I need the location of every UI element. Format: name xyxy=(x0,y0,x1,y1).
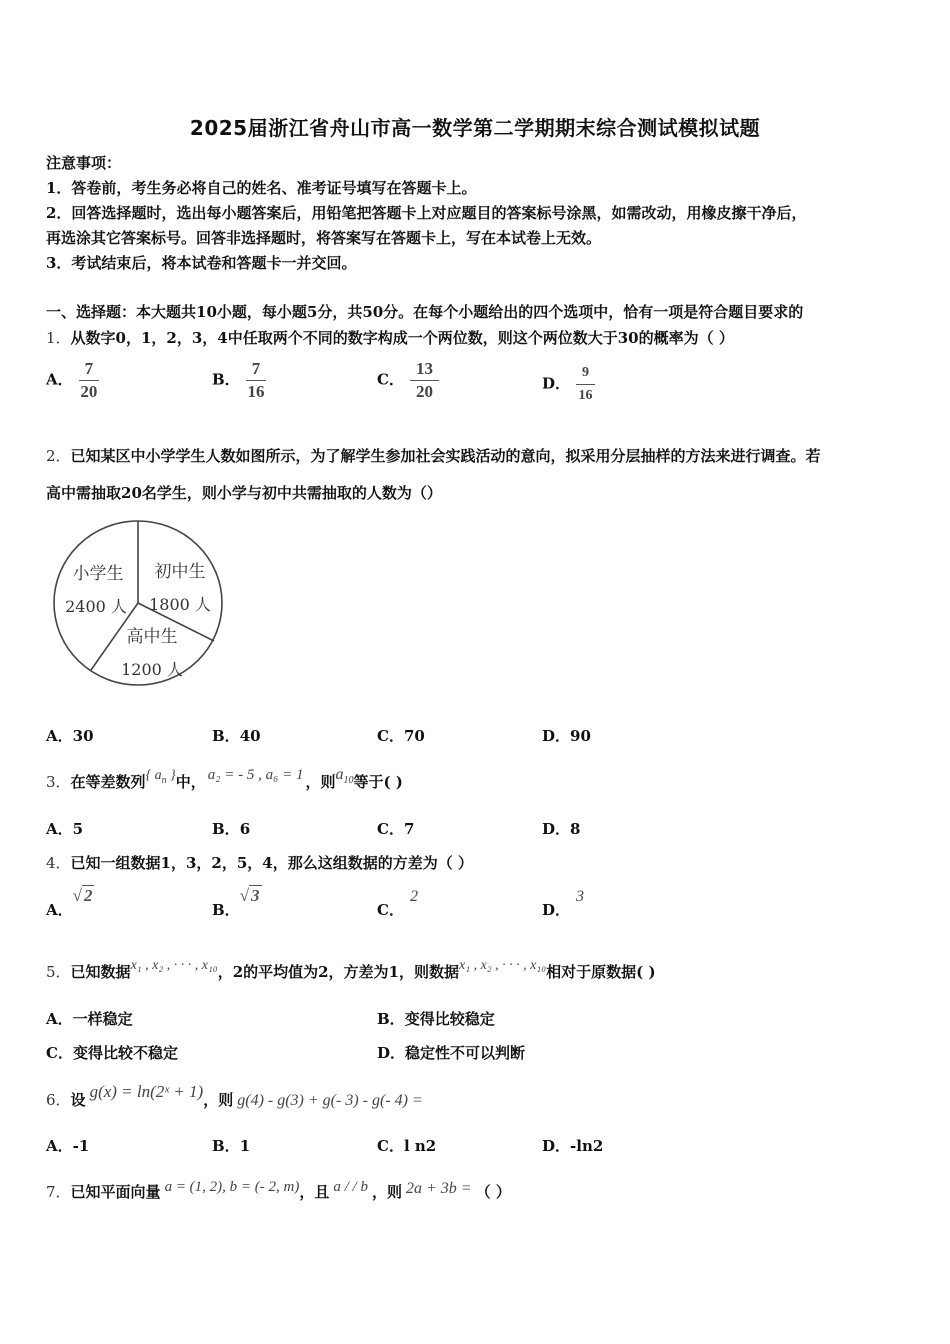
slice-label-middle: 1800 人 xyxy=(149,595,211,614)
question-2-line2: 高中需抽取20名学生，则小学与初中共需抽取的人数为（） xyxy=(46,484,442,502)
vector-definition: a = (1, 2), b = (- 2, m) xyxy=(164,1179,300,1195)
question-number: 6． xyxy=(46,1091,71,1109)
question-text: 设 xyxy=(70,1091,86,1109)
denominator: 16 xyxy=(578,388,593,403)
option-b xyxy=(212,725,261,746)
question-7 xyxy=(46,1181,511,1202)
option-d xyxy=(542,1135,603,1156)
question-6 xyxy=(46,1082,423,1110)
option-label: C． xyxy=(377,820,404,838)
function-expression: g(4) - g(3) + g(- 3) - g(- 4) = xyxy=(237,1092,423,1109)
option-label: D． xyxy=(542,1137,571,1155)
option-label: D． xyxy=(377,1044,406,1062)
option-label: D． xyxy=(542,820,571,838)
numerator: 13 xyxy=(410,358,439,381)
fraction xyxy=(246,358,267,403)
notice-heading: 注意事项： xyxy=(46,154,122,172)
sequence-notation xyxy=(145,768,176,786)
question-text: （ ） xyxy=(475,1183,511,1201)
question-2 xyxy=(46,445,821,466)
vector-expression: 2a + 3b = xyxy=(406,1180,472,1197)
slice-name-high: 高中生 xyxy=(126,627,178,647)
option-label: A． xyxy=(46,370,73,389)
option-a xyxy=(46,1008,133,1029)
numerator: 9 xyxy=(576,362,595,385)
option-label: C． xyxy=(377,1137,404,1155)
option-label: C． xyxy=(46,1044,73,1062)
option-d xyxy=(542,885,585,919)
notice-item: 3．考试结束后，将本试卷和答题卡一并交回。 xyxy=(46,254,357,272)
option-b xyxy=(212,1135,250,1156)
target-term xyxy=(335,766,354,787)
condition-expression: a₂ = - 5 , a₆ = 1 xyxy=(207,767,304,783)
option-a xyxy=(46,725,94,746)
slice-name-middle: 初中生 xyxy=(154,562,206,582)
numerator: 7 xyxy=(246,358,267,381)
question-text: ，则 xyxy=(305,773,336,791)
target-symbol: a xyxy=(335,766,344,783)
option-text: 70 xyxy=(403,727,425,745)
option-text: 5 xyxy=(72,820,84,838)
denominator: 20 xyxy=(415,382,433,401)
question-number: 5． xyxy=(46,963,71,981)
sqrt-expression: √ 3 xyxy=(239,886,260,905)
question-3 xyxy=(46,766,403,794)
option-text: 40 xyxy=(239,727,261,745)
option-label: A． xyxy=(46,1137,73,1155)
parallel-condition: a / / b xyxy=(333,1179,368,1195)
section-heading: 一、选择题：本大题共10小题，每小题5分，共50分。在每个小题给出的四个选项中，恰有一项是符合题目要求的 xyxy=(46,303,804,321)
option-a xyxy=(46,885,94,919)
seq-subscript: n xyxy=(161,774,167,786)
seq-symbol: { a xyxy=(145,768,162,783)
option-label: A． xyxy=(46,1010,73,1028)
option-label: B． xyxy=(377,1010,405,1028)
notice-item: 1．答卷前，考生务必将自己的姓名、准考证号填写在答题卡上。 xyxy=(46,179,477,197)
question-text: 从数字0，1，2，3，4中任取两个不同的数字构成一个两位数，则这个两位数大于30的概率为（ ） xyxy=(70,329,734,347)
option-c xyxy=(377,818,414,839)
question-text: 已知某区中小学学生人数如图所示，为了解学生参加社会实践活动的意向，拟采用分层抽样的方法来进行调查。若 xyxy=(70,447,821,465)
option-label: C． xyxy=(377,370,404,389)
option-text: -ln2 xyxy=(570,1137,604,1155)
option-text: 7 xyxy=(403,820,415,838)
option-b xyxy=(212,818,250,839)
question-text: 等于( ) xyxy=(353,773,403,791)
option-d xyxy=(542,725,591,746)
option-text: 90 xyxy=(570,727,591,745)
option-c xyxy=(377,885,418,919)
slice-label-primary: 2400 人 xyxy=(65,597,127,616)
pie-chart xyxy=(46,515,236,695)
option-c xyxy=(377,725,425,746)
option-c xyxy=(377,1135,436,1156)
denominator: 20 xyxy=(80,382,98,401)
question-text: 相对于原数据( ) xyxy=(546,963,656,981)
option-label: C． xyxy=(377,901,404,919)
sqrt-expression: √ 2 xyxy=(72,886,93,905)
option-label: B． xyxy=(212,727,240,745)
option-text: 变得比较稳定 xyxy=(404,1010,495,1028)
question-text: 中， xyxy=(175,773,206,791)
page-title: 2025届浙江省舟山市高一数学第二学期期末综合测试模拟试题 xyxy=(189,116,761,140)
question-number: 4． xyxy=(46,854,71,872)
question-number: 1． xyxy=(46,329,71,347)
slice-name-primary: 小学生 xyxy=(72,564,124,584)
fraction xyxy=(410,358,439,403)
question-text: 已知平面向量 xyxy=(70,1183,161,1201)
function-definition: g(x) = ln(2ˣ + 1) xyxy=(89,1082,204,1101)
option-d xyxy=(377,1042,525,1063)
question-text: 在等差数列 xyxy=(70,773,146,791)
notice-item: 再选涂其它答案标号。回答非选择题时，将答案写在答题卡上，写在本试卷上无效。 xyxy=(46,229,602,247)
option-value: 3 xyxy=(576,888,585,905)
option-value: 2 xyxy=(409,888,418,905)
denominator: 16 xyxy=(247,382,265,401)
option-label: D． xyxy=(542,901,571,919)
question-text: ，则 xyxy=(203,1091,234,1109)
option-b xyxy=(377,1008,495,1029)
question-4 xyxy=(46,852,473,873)
option-label: B． xyxy=(212,820,240,838)
option-a xyxy=(46,818,83,839)
option-c xyxy=(377,358,439,403)
option-text: 变得比较不稳定 xyxy=(72,1044,178,1062)
radicand: 2 xyxy=(83,886,93,905)
option-label: B． xyxy=(212,901,240,919)
question-number: 2． xyxy=(46,447,71,465)
question-5 xyxy=(46,958,656,982)
option-b xyxy=(212,885,262,919)
option-text: 一样稳定 xyxy=(72,1010,133,1028)
notice-item: 2．回答选择题时，选出每小题答案后，用铅笔把答题卡上对应题目的答案标号涂黑，如需改动，用橡皮擦干净后， xyxy=(46,204,807,222)
option-text: 1 xyxy=(239,1137,251,1155)
question-text: 已知数据 xyxy=(70,963,131,981)
question-number: 7． xyxy=(46,1183,71,1201)
option-text: 6 xyxy=(239,820,251,838)
fraction xyxy=(79,358,100,403)
question-number: 3． xyxy=(46,773,71,791)
target-subscript: 10 xyxy=(343,775,354,787)
option-text: 30 xyxy=(72,727,94,745)
radicand: 3 xyxy=(251,886,260,905)
option-b xyxy=(212,358,266,403)
option-c xyxy=(46,1042,178,1063)
option-label: D． xyxy=(542,374,571,393)
data-sequence: x₁ , x₂ , · · · , x₁₀ xyxy=(130,958,218,973)
question-1 xyxy=(46,327,734,348)
option-label: B． xyxy=(212,370,240,389)
numerator: 7 xyxy=(79,358,100,381)
slice-label-high: 1200 人 xyxy=(121,660,183,679)
option-text: -1 xyxy=(72,1137,90,1155)
seq-end: } xyxy=(166,768,176,783)
option-text: l n2 xyxy=(403,1137,437,1155)
option-d xyxy=(542,362,595,407)
question-text: ，2的平均值为2，方差为1，则数据 xyxy=(217,963,460,981)
option-label: A． xyxy=(46,820,73,838)
question-text: ，且 xyxy=(299,1183,330,1201)
option-label: D． xyxy=(542,727,571,745)
option-label: C． xyxy=(377,727,404,745)
option-text: 稳定性不可以判断 xyxy=(405,1044,526,1062)
question-text: 已知一组数据1，3，2，5，4，那么这组数据的方差为（ ） xyxy=(70,854,473,872)
option-label: B． xyxy=(212,1137,240,1155)
option-a xyxy=(46,358,99,403)
fraction xyxy=(576,362,595,407)
option-label: A． xyxy=(46,727,73,745)
option-label: A． xyxy=(46,901,73,919)
option-text: 8 xyxy=(570,820,581,838)
data-sequence: x₁ , x₂ , · · · , x₁₀ xyxy=(459,958,547,973)
option-d xyxy=(542,818,580,839)
question-text: ，则 xyxy=(371,1183,402,1201)
option-a xyxy=(46,1135,89,1156)
